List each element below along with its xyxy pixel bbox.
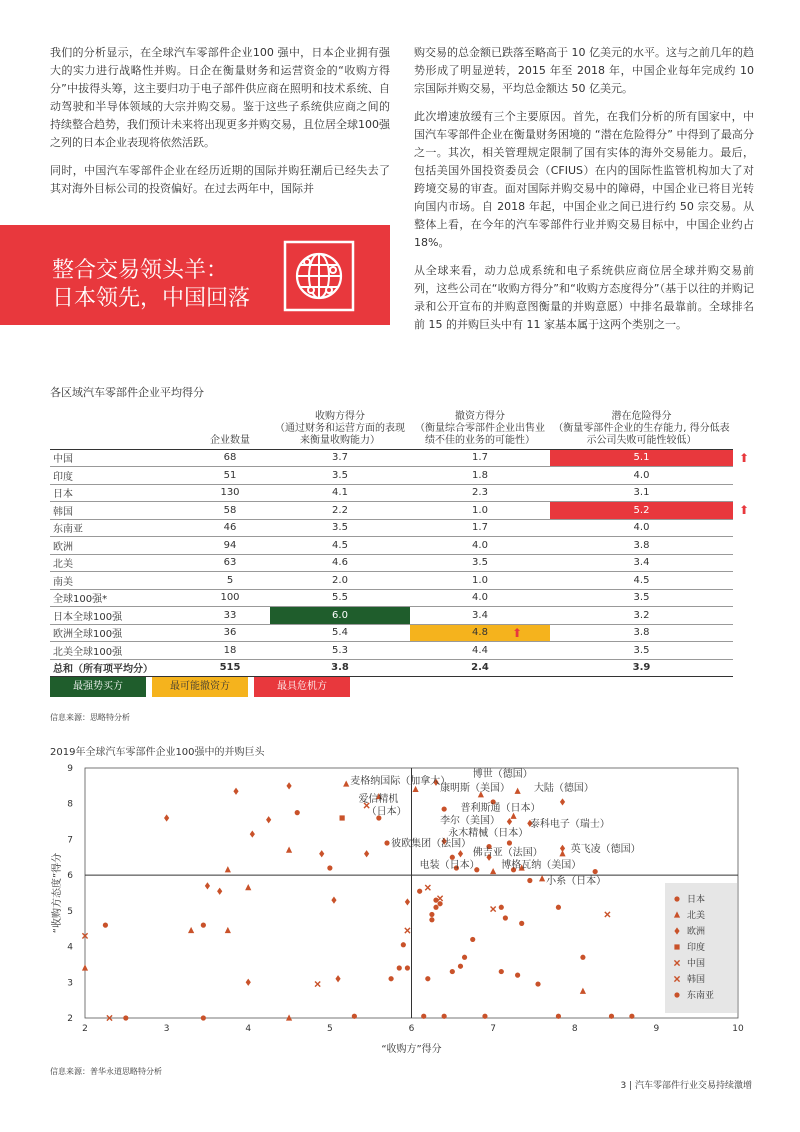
scatter-chart [50,758,755,1058]
page-footer: 3 | 汽车零部件行业交易持续激增 [620,1081,752,1091]
legend-label: 欧洲 [687,927,706,937]
data-point [560,798,565,805]
div-value: 4.8 [472,627,488,639]
paragraph: 我们的分析显示，在全球汽车零部件企业100 强中，日本企业拥有强大的实力进行战略性并购。日企在衡量财务和运营资金的“收购方得分”中拔得头筹，这主要归功于电子部件供应商在照明和技术系统、自动驾驶和半导体领域的大宗并购交易。鉴于这些子系统供应商之间的持续整合趋势，我们预计未来将出现更多并购交易，且位居全球100强之列的日本企业表现将依然活跃。 [50,46,390,149]
point-annotation: 永木精械（日本） [448,827,529,839]
acq-cell: 5.3 [270,642,410,660]
data-point [319,850,324,857]
data-point [250,830,255,837]
risk-header-title: 潜在危险得分 [611,410,672,422]
point-annotation: 李尔（美国） [440,815,501,827]
div-cell: 2.3 [410,484,550,502]
count-header: 企业数量 [190,405,270,449]
risk-cell: 3.9 [550,659,733,677]
data-point [405,928,410,933]
left-text-column [50,44,390,208]
div-cell: 1.0 [410,572,550,590]
x-tick-label: 9 [653,1024,660,1034]
table-title: 各区域汽车零部件企业平均得分 [50,386,204,399]
data-point [556,1014,561,1019]
data-point [458,964,463,969]
data-point [482,1014,487,1019]
div-cell: 1.0 [410,502,550,520]
data-point [188,927,194,933]
section-banner [0,225,390,325]
point-annotation: （日本） [366,806,407,818]
arrow-cell [733,502,755,520]
point-annotation: 彼欧集团（法国） [391,838,472,850]
data-point [450,969,455,974]
table-total-row [50,659,755,677]
data-point [335,975,340,982]
point-annotation: 麦格纳国际（加拿大） [350,776,451,788]
div-cell-highlight [410,624,550,642]
acq-header [270,405,410,449]
div-cell: 3.5 [410,554,550,572]
section-title [52,257,250,313]
table-row [50,572,755,590]
region-cell: 全球100强* [50,589,190,607]
data-point [556,905,561,910]
risk-header [550,405,733,449]
region-cell: 日本 [50,484,190,502]
div-header [410,405,550,449]
data-point [331,897,336,904]
data-point [499,969,504,974]
region-cell: 东南亚 [50,519,190,537]
x-tick-label: 2 [82,1024,88,1034]
legend-red: 最具危机方 [254,677,350,697]
data-point [437,901,442,906]
y-tick-label: 8 [67,799,73,810]
acq-cell: 3.7 [270,449,410,467]
region-cell: 欧洲全球100强 [50,624,190,642]
div-cell: 3.4 [410,607,550,625]
arrow-cell [733,537,755,555]
data-point [470,937,475,942]
arrow-cell [733,449,755,467]
div-cell: 1.8 [410,467,550,485]
div-cell: 4.0 [410,589,550,607]
paragraph: 从全球来看，动力总成系统和电子系统供应商位居全球并购交易前列，这些公司在“收购方得分”和“收购方态度得分”（基于以往的并购记录和公开宣布的并购意图衡量的并购意愿）中排名最靠前。全球排名前 15 的并购巨头中有 11 家基本属于这两个类别之一。 [414,264,754,331]
legend-label: 北美 [687,911,706,921]
x-tick-label: 3 [163,1024,170,1034]
risk-cell: 4.5 [550,572,733,590]
data-point [515,973,520,978]
data-point [295,810,300,815]
region-cell: 中国 [50,449,190,467]
point-annotation: 普利斯通（日本） [460,802,541,814]
count-cell: 5 [190,572,270,590]
data-point [246,979,251,986]
data-point [286,782,291,789]
right-text-column [414,44,754,344]
data-point [388,976,393,981]
table-row [50,519,755,537]
region-cell: 日本全球100强 [50,607,190,625]
x-tick-label: 4 [245,1024,252,1034]
data-point [327,865,332,870]
arrow-cell [733,572,755,590]
y-tick-label: 2 [67,1014,73,1024]
acq-cell-highlight: 6.0 [270,607,410,625]
x-axis-label: “收购方”得分 [381,1044,442,1055]
data-point [593,869,598,874]
acq-cell: 2.2 [270,502,410,520]
table-row [50,642,755,660]
y-tick-label: 7 [67,835,73,846]
data-point [515,788,521,794]
region-header [50,405,190,449]
point-annotation: 电装（日本） [419,860,480,871]
table-header-row [50,405,755,449]
x-tick-label: 10 [732,1024,744,1034]
data-point [164,814,169,821]
paragraph: 同时，中国汽车零部件企业在经历近期的国际并购狂潮后已经失去了其对海外目标公司的投资偏好。在过去两年中，国际并 [50,164,390,195]
risk-cell: 3.2 [550,607,733,625]
data-point [225,927,231,933]
div-cell: 1.7 [410,449,550,467]
arrow-cell [733,519,755,537]
data-point [507,818,512,825]
point-annotation: 博格瓦纳（美国） [501,860,582,871]
legend-label: 中国 [687,959,706,969]
x-tick-label: 5 [327,1024,333,1034]
section-title-line2: 日本领先，中国回落 [52,286,251,311]
chart-title: 2019年全球汽车零部件企业100强中的并购巨头 [50,747,265,758]
region-cell: 韩国 [50,502,190,520]
data-point [425,885,430,890]
data-point [539,875,545,881]
data-point [123,1015,128,1020]
count-cell: 100 [190,589,270,607]
data-point [507,840,512,845]
region-cell: 总和（所有项平均分） [50,659,190,677]
table-row [50,484,755,502]
acq-cell: 3.5 [270,467,410,485]
risk-cell: 3.5 [550,589,733,607]
region-cell: 北美 [50,554,190,572]
legend-marker [674,992,679,997]
table-row [50,607,755,625]
arrow-cell [733,554,755,572]
count-cell: 63 [190,554,270,572]
acq-cell: 4.1 [270,484,410,502]
acq-cell: 2.0 [270,572,410,590]
data-point [580,988,586,994]
data-point [233,788,238,795]
data-point [205,882,210,889]
risk-cell: 4.0 [550,467,733,485]
data-point [421,1014,426,1019]
data-point [629,1014,634,1019]
div-cell: 4.0 [410,537,550,555]
data-point [286,1014,292,1020]
data-point [82,964,88,970]
chart-source: 信息来源：普华永道思略特分析 [50,1067,162,1076]
legend-green: 最强势买方 [50,677,146,697]
data-point [503,915,508,920]
data-point [462,955,467,960]
data-point [405,965,410,970]
up-arrow-icon: ⬆ [511,625,522,640]
count-cell: 33 [190,607,270,625]
legend-label: 日本 [687,895,706,905]
point-annotation: 博世（德国） [472,768,533,780]
acq-cell: 3.8 [270,659,410,677]
risk-cell-highlight: 5.2 [550,502,733,520]
data-point [535,981,540,986]
y-tick-label: 6 [67,871,73,882]
arrow-cell [733,589,755,607]
count-cell: 515 [190,659,270,677]
point-annotation: 康明斯（美国） [440,783,511,795]
risk-cell: 3.1 [550,484,733,502]
data-point [315,981,320,986]
data-point [405,898,410,905]
globe-network-icon [283,240,355,312]
legend-orange: 最可能撤资方 [152,677,248,697]
paragraph: 此次增速放缓有三个主要原因。首先，在我们分析的所有国家中，中国汽车零部件企业在衡量财务困境的 “潜在危险得分” 中得到了最高分之一。其次，相关管理规定限制了国有实体的海外交易能力。最后，包括美国外国投资委员会（CFIUS）在内的国际性监管机构加大了对跨境交易的审查。面对国际并购交易中的障碍，中国企业已将目光转向国内市场。自 2018 年起，中国企业之间已进行约 50 宗交易。从整体上看，在今年的汽车零部件行业并购交易目标中，中国企业约占 18%。 [414,110,754,249]
data-point [245,884,251,890]
data-point [499,905,504,910]
risk-header-sub: （衡量零部件企业的生存能力, 得分低表示公司失败可能性较低） [553,422,730,446]
div-cell: 1.7 [410,519,550,537]
x-tick-label: 7 [490,1024,496,1034]
point-annotation: 大陆（德国） [533,783,594,795]
acq-cell: 5.4 [270,624,410,642]
count-cell: 18 [190,642,270,660]
data-point [286,847,292,853]
count-cell: 51 [190,467,270,485]
table-source: 信息来源：思略特分析 [50,713,130,722]
data-point [580,955,585,960]
risk-cell: 3.4 [550,554,733,572]
data-point [225,866,231,872]
data-point [527,878,532,883]
data-point [433,905,438,910]
region-cell: 南美 [50,572,190,590]
arrow-cell [733,624,755,642]
y-tick-label: 5 [67,906,73,917]
acq-cell: 4.5 [270,537,410,555]
y-tick-label: 9 [67,764,73,774]
data-point [103,923,108,928]
table-row [50,624,755,642]
data-point [340,815,345,820]
data-point [429,912,434,917]
div-header-sub: （衡量综合零部件企业出售业绩不佳的业务的可能性） [415,422,545,446]
x-tick-label: 8 [571,1024,578,1034]
point-annotation: 泰科电子（瑞士） [529,818,610,830]
arrow-cell [733,607,755,625]
div-cell: 2.4 [410,659,550,677]
table-row [50,467,755,485]
axis-ticks [67,764,744,1034]
risk-cell-highlight: 5.1 [550,449,733,467]
data-point [343,780,349,786]
data-point [397,965,402,970]
risk-cell: 3.5 [550,642,733,660]
acq-cell: 4.6 [270,554,410,572]
y-tick-label: 3 [67,978,73,989]
table-row [50,449,755,467]
data-points [82,779,635,1021]
risk-cell: 3.8 [550,537,733,555]
legend-label: 东南亚 [687,991,715,1001]
point-annotation: 小糸（日本） [546,876,607,888]
count-cell: 46 [190,519,270,537]
data-point [364,850,369,857]
count-cell: 68 [190,449,270,467]
table-row [50,554,755,572]
risk-cell: 4.0 [550,519,733,537]
region-cell: 印度 [50,467,190,485]
data-point [491,906,496,911]
up-arrow-icon: ⬆ [738,503,750,518]
up-arrow-icon: ⬆ [738,450,750,465]
count-cell: 58 [190,502,270,520]
data-point [442,806,447,811]
region-cell: 北美全球100强 [50,642,190,660]
arrow-header [733,405,755,449]
acq-cell: 5.5 [270,589,410,607]
arrow-cell [733,484,755,502]
arrow-cell [733,642,755,660]
div-header-title: 撤资方得分 [455,410,505,422]
score-table [50,405,755,677]
annotations [350,767,640,887]
section-title-line1: 整合交易领头羊： [52,258,229,283]
legend-label: 印度 [687,943,706,953]
data-point [429,917,434,922]
chart-legend [665,883,737,1013]
data-point [609,1014,614,1019]
y-axis-label: “收购方态度”得分 [52,852,63,934]
count-cell: 94 [190,537,270,555]
div-cell: 4.4 [410,642,550,660]
count-cell: 130 [190,484,270,502]
x-tick-label: 6 [408,1024,415,1034]
paragraph: 购交易的总金额已跌落至略高于 10 亿美元的水平。这与之前几年的趋势形成了明显逆转，2015 年至 2018 年，中国企业每年完成约 10 宗国际并购交易，平均总金额达 50 亿美元。 [414,46,754,95]
table-row [50,537,755,555]
legend-marker [674,944,679,949]
reference-lines [85,768,738,1018]
data-point [519,921,524,926]
data-point [425,976,430,981]
data-point [217,888,222,895]
point-annotation: 爱信精机 [358,793,399,805]
arrow-cell [733,467,755,485]
y-tick-label: 4 [67,942,73,953]
data-point [417,889,422,894]
legend-label: 韩国 [687,975,706,985]
acq-header-title: 收购方得分 [315,410,365,422]
data-point [384,840,389,845]
point-annotation: 英飞凌（德国） [570,843,641,855]
region-cell: 欧洲 [50,537,190,555]
data-point [201,923,206,928]
data-point [605,912,610,917]
data-point [437,896,442,901]
acq-header-sub: （通过财务和运营方面的表现来衡量收购能力） [275,422,405,446]
point-annotation: 佛吉亚（法国） [472,847,543,859]
risk-cell: 3.8 [550,624,733,642]
data-point [442,1014,447,1019]
count-cell: 36 [190,624,270,642]
acq-cell: 3.5 [270,519,410,537]
arrow-cell [733,659,755,677]
legend-marker [674,896,679,901]
data-point [266,816,271,823]
data-point [490,868,496,874]
data-point [401,942,406,947]
data-point [560,845,565,852]
table-row [50,502,755,520]
data-point [458,850,463,857]
table-row [50,589,755,607]
data-point [352,1014,357,1019]
data-point [201,1015,206,1020]
